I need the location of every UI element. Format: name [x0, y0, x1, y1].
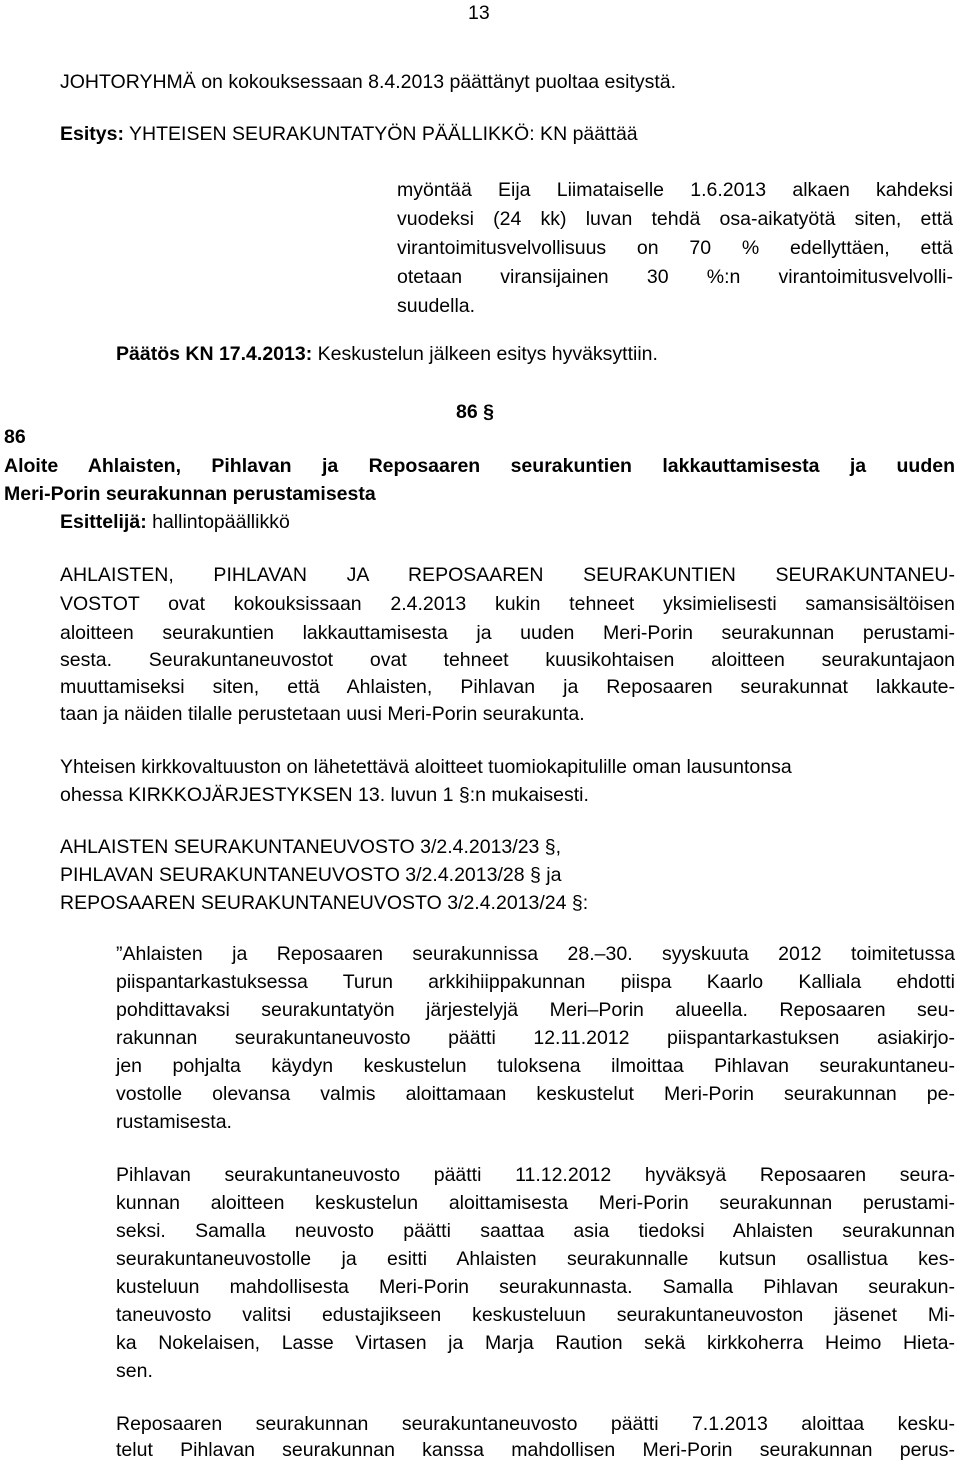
- presenter-label: Esittelijä:: [60, 511, 147, 533]
- indent-line-1: vuodeksi (24 kk) luvan tehdä osa-aikatyötä siten, että: [397, 208, 953, 230]
- intro-line: JOHTORYHMÄ on kokouksessaan 8.4.2013 päättänyt puoltaa esitystä.: [60, 71, 677, 93]
- para1-line-0: AHLAISTEN, PIHLAVAN JA REPOSAAREN SEURAKUNTIEN SEURAKUNTANEU-: [60, 564, 955, 586]
- esitys-text: YHTEISEN SEURAKUNTATYÖN PÄÄLLIKKÖ: KN päättää: [123, 123, 638, 145]
- quote1-line-0: ”Ahlaisten ja Reposaaren seurakunnissa 28.–30. syyskuuta 2012 toimitetussa: [116, 943, 955, 965]
- quote1-line-2: pohdittavaksi seurakuntatyön järjestelyjä Meri–Porin alueella. Reposaaren seu-: [116, 999, 955, 1021]
- decision-line: [116, 345, 658, 365]
- para1-line-5: taan ja näiden tilalle perustetaan uusi Meri-Porin seurakunta.: [60, 703, 585, 725]
- indent-line-4: suudella.: [397, 295, 476, 317]
- indent-line-2: virantoimitusvelvollisuus on 70 % edellyttäen, että: [397, 237, 953, 259]
- section-number: 86: [456, 401, 478, 423]
- indent-line-0: myöntää Eija Liimataiselle 1.6.2013 alkaen kahdeksi: [397, 179, 953, 201]
- quote2-line-4: kusteluun mahdollisesta Meri-Porin seurakunnasta. Samalla Pihlavan seurakun-: [116, 1276, 955, 1298]
- section-title-1: Meri-Porin seurakunnan perustamisesta: [4, 483, 376, 505]
- section-header: [456, 403, 494, 423]
- indent-line-3: otetaan viransijainen 30 %:n virantoimitusvelvolli-: [397, 266, 953, 288]
- quote1-line-5: vostolle olevansa valmis aloittamaan keskustelut Meri-Porin seurakunnan pe-: [116, 1083, 955, 1105]
- para2-line-0: Yhteisen kirkkovaltuuston on lähetettävä aloitteet tuomiokapitulille oman lausuntonsa: [60, 756, 792, 778]
- esitys-label: Esitys:: [60, 123, 124, 145]
- decision-text: Keskustelun jälkeen esitys hyväksyttiin.: [312, 343, 658, 365]
- para1-line-1: VOSTOT ovat kokouksissaan 2.4.2013 kukin tehneet yksimielisesti samansisältöisen: [60, 593, 955, 615]
- quote2-line-7: sen.: [116, 1360, 153, 1382]
- para1-line-4: muuttamiseksi siten, että Ahlaisten, Pihlavan ja Reposaaren seurakunnat lakkaute-: [60, 676, 955, 698]
- para1-line-3: sesta. Seurakuntaneuvostot ovat tehneet kuusikohtaisen aloitteen seurakuntajaon: [60, 649, 955, 671]
- quote2-line-0: Pihlavan seurakuntaneuvosto päätti 11.12.2012 hyväksyä Reposaaren seura-: [116, 1164, 955, 1186]
- quote2-line-3: seurakuntaneuvostolle ja esitti Ahlaisten seurakunnalle kutsun osallistua kes-: [116, 1248, 955, 1270]
- para1-line-2: aloitteen seurakuntien lakkauttamisesta ja uuden Meri-Porin seurakunnan perustami-: [60, 622, 955, 644]
- section-symbol: §: [477, 401, 494, 423]
- ref-line-2: REPOSAAREN SEURAKUNTANEUVOSTO 3/2.4.2013/24 §:: [60, 892, 589, 914]
- section-title-0: Aloite Ahlaisten, Pihlavan ja Reposaaren seurakuntien lakkauttamisesta ja uuden: [4, 455, 955, 477]
- quote2-line-1: kunnan aloitteen keskustelun aloittamisesta Meri-Porin seurakunnan perustami-: [116, 1192, 955, 1214]
- quote1-line-6: rustamisesta.: [116, 1111, 232, 1133]
- quote3-line-0: Reposaaren seurakunnan seurakuntaneuvosto päätti 7.1.2013 aloittaa kesku-: [116, 1413, 955, 1435]
- esitys-line: [60, 125, 638, 145]
- ref-line-1: PIHLAVAN SEURAKUNTANEUVOSTO 3/2.4.2013/28 § ja: [60, 864, 562, 886]
- page-number: 13: [468, 2, 490, 24]
- presenter-line: [60, 513, 290, 533]
- ref-line-0: AHLAISTEN SEURAKUNTANEUVOSTO 3/2.4.2013/23 §,: [60, 836, 562, 858]
- quote1-line-3: rakunnan seurakuntaneuvosto päätti 12.11.2012 piispantarkastuksen asiakirjo-: [116, 1027, 955, 1049]
- para2-line-1: ohessa KIRKKOJÄRJESTYKSEN 13. luvun 1 §:n mukaisesti.: [60, 784, 589, 806]
- quote1-line-4: jen pohjalta käydyn keskustelun tuloksena ilmoittaa Pihlavan seurakuntaneu-: [116, 1055, 955, 1077]
- section-left-number: 86: [4, 426, 26, 448]
- quote2-line-5: taneuvosto valitsi edustajikseen keskusteluun seurakuntaneuvoston jäsenet Mi-: [116, 1304, 955, 1326]
- presenter: hallintopäällikkö: [146, 511, 290, 533]
- quote2-line-2: seksi. Samalla neuvosto päätti saattaa asia tiedoksi Ahlaisten seurakunnan: [116, 1220, 955, 1242]
- decision-label: Päätös KN 17.4.2013:: [116, 343, 313, 365]
- quote1-line-1: piispantarkastuksessa Turun arkkihiippakunnan piispa Kaarlo Kalliala ehdotti: [116, 971, 955, 993]
- quote3-line-1: telut Pihlavan seurakunnan kanssa mahdollisen Meri-Porin seurakunnan perus-: [116, 1439, 955, 1461]
- quote2-line-6: ka Nokelaisen, Lasse Virtasen ja Marja Raution sekä kirkkoherra Heimo Hieta-: [116, 1332, 955, 1354]
